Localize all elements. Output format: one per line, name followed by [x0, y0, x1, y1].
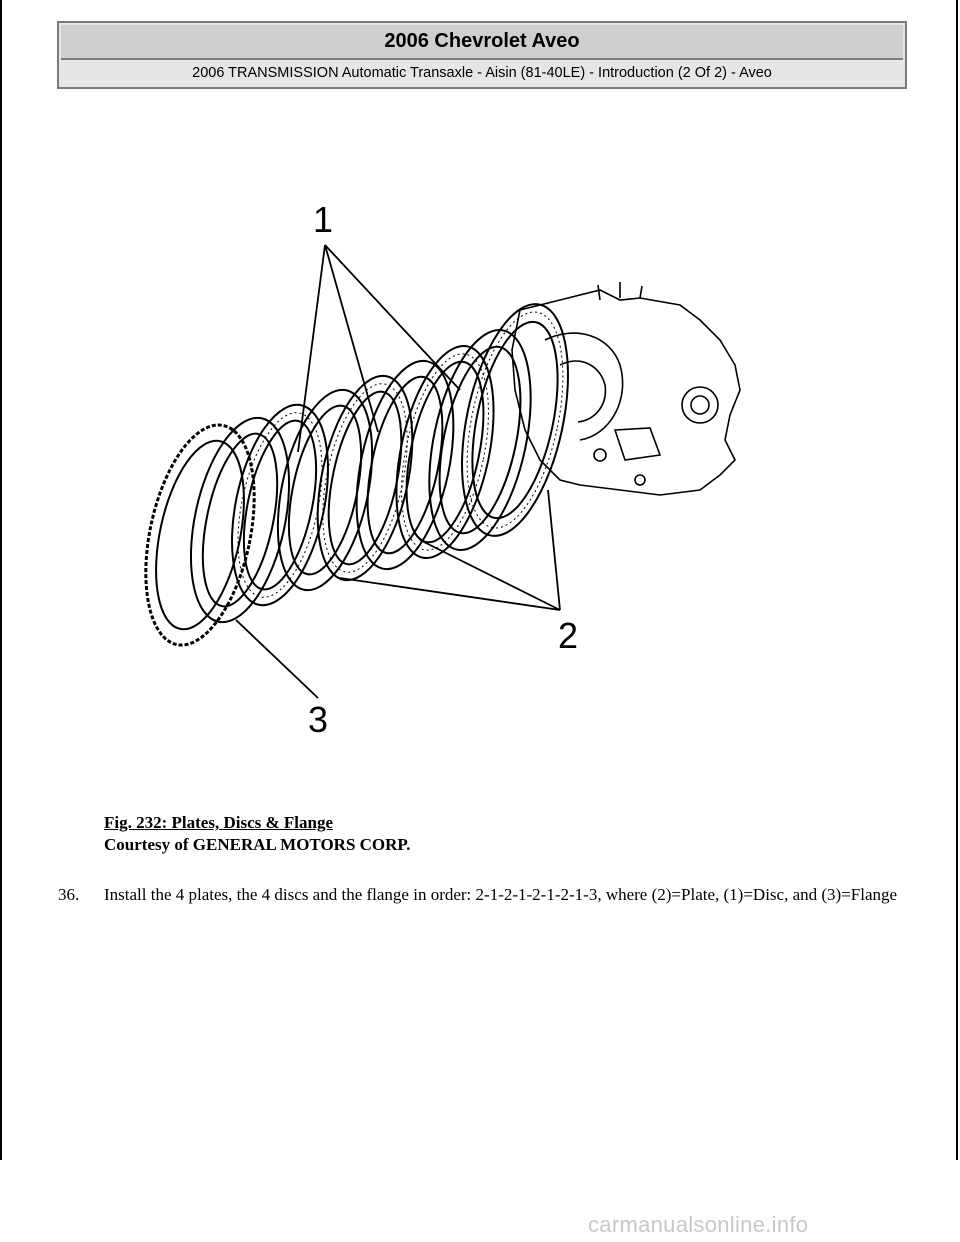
leader-2a — [548, 490, 560, 610]
leader-1a — [298, 245, 325, 452]
header-subtitle: 2006 TRANSMISSION Automatic Transaxle - Aisin (81-40LE) - Introduction (2 Of 2) - Aveo — [192, 65, 772, 81]
header-title: 2006 Chevrolet Aveo — [61, 25, 903, 60]
callout-1: 1 — [313, 199, 334, 240]
figure-illustration — [0, 190, 960, 750]
figure-courtesy: Courtesy of GENERAL MOTORS CORP. — [104, 835, 411, 854]
callout-3: 3 — [308, 699, 329, 740]
figure-plates-discs-flange — [0, 190, 960, 750]
step-text: Install the 4 plates, the 4 discs and the flange in order: 2-1-2-1-2-1-2-1-3, where (2)=Plate, (1)=Disc, and (3)=Flange — [104, 885, 898, 904]
watermark: carmanualsonline.info — [588, 1212, 809, 1237]
transmission-case — [512, 290, 740, 495]
leader-3 — [236, 620, 318, 698]
figure-caption — [104, 812, 411, 856]
step-number: 36. — [58, 885, 80, 904]
figure-title: Fig. 232: Plates, Discs & Flange — [104, 813, 333, 832]
callout-2: 2 — [558, 615, 579, 656]
page-header — [57, 21, 907, 89]
procedure-step — [58, 884, 928, 906]
